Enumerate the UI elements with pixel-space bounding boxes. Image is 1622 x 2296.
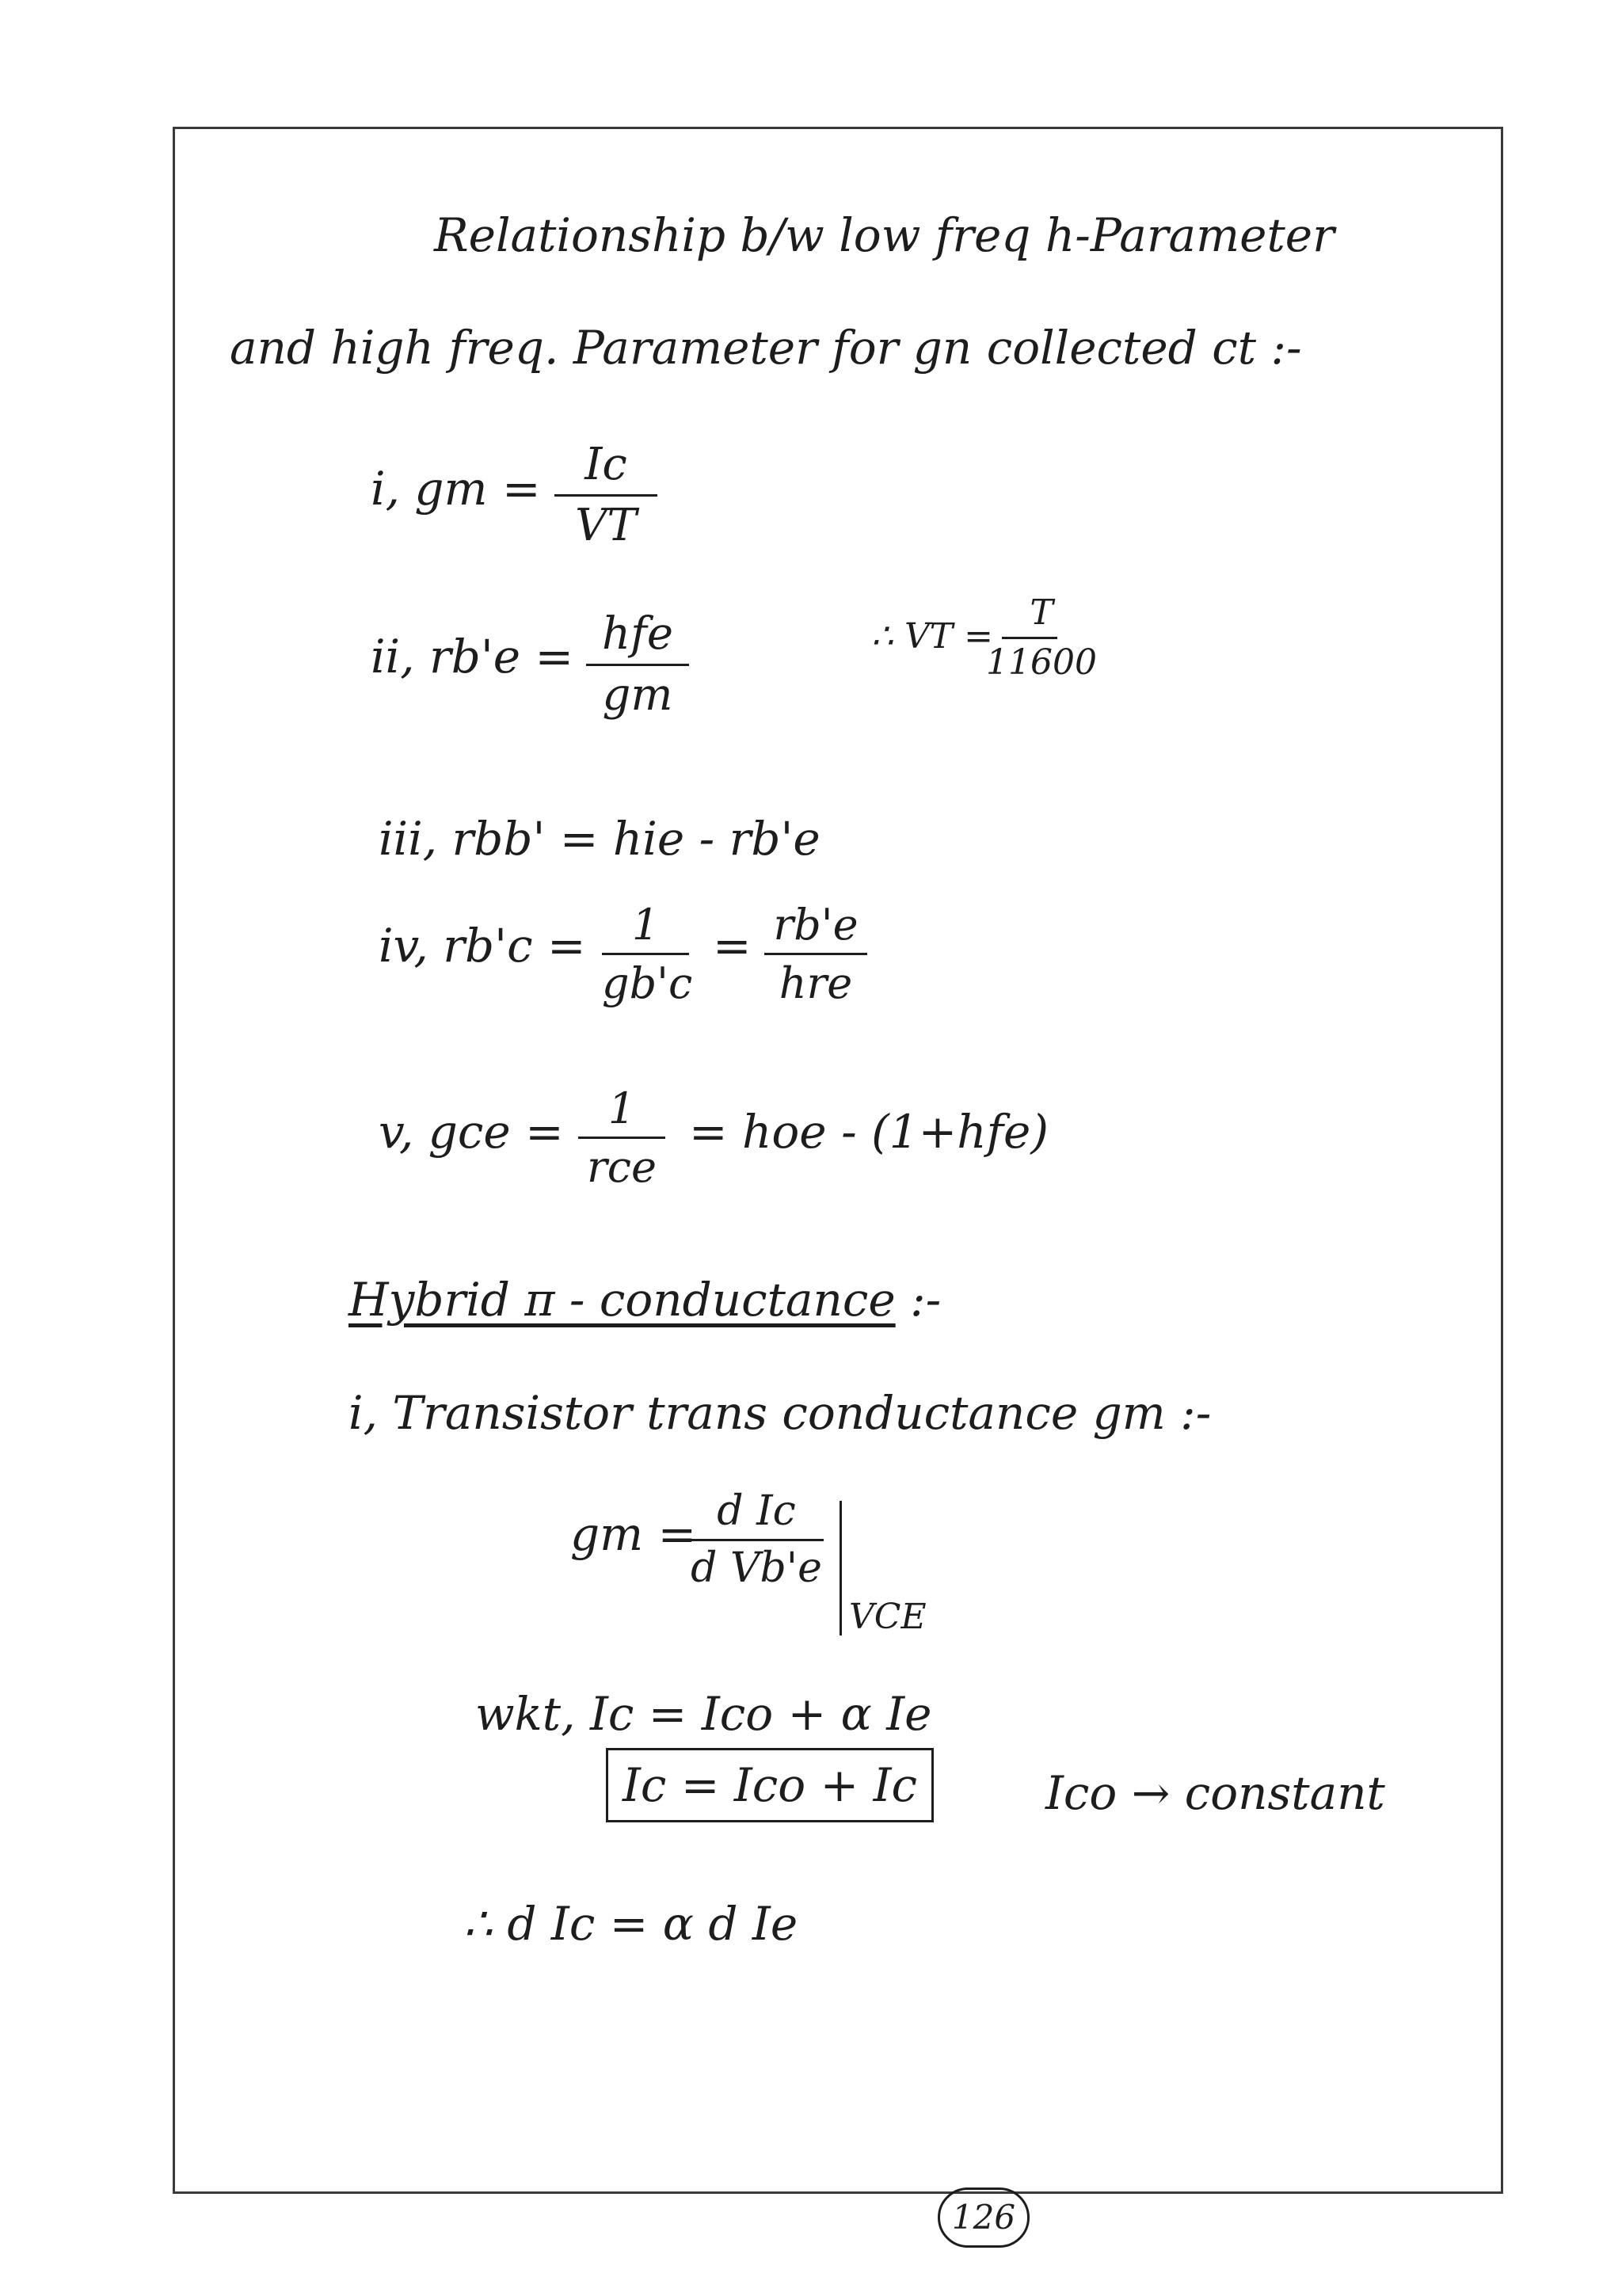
gm-derivative-denominator: d Vb'e xyxy=(691,1544,822,1593)
evaluation-bar xyxy=(840,1501,842,1635)
relation-ii-prefix: ii, rb'e = xyxy=(371,630,574,683)
fraction-bar xyxy=(586,664,689,666)
section-title xyxy=(348,1273,942,1327)
fraction-bar xyxy=(602,953,689,955)
relation-iv-denominator-1: gb'c xyxy=(602,958,693,1009)
relation-iii: iii, rbb' = hie - rb'e xyxy=(379,812,821,866)
section-title-text: Hybrid π - conductance xyxy=(348,1273,896,1327)
vt-denominator: 11600 xyxy=(986,642,1097,683)
fraction-bar xyxy=(689,1539,824,1541)
therefore-equation: ∴ d Ic = α d Ie xyxy=(463,1897,798,1951)
vt-prefix: ∴ VT = xyxy=(871,616,993,657)
relation-iv-numerator-1: 1 xyxy=(631,900,660,950)
wkt-equation: wkt, Ic = Ico + α Ie xyxy=(475,1687,932,1741)
fraction-bar xyxy=(764,953,867,955)
relation-ii-numerator: hfe xyxy=(602,608,673,660)
vt-fraction xyxy=(986,594,1097,683)
relation-v-numerator: 1 xyxy=(607,1083,636,1133)
page-number: 126 xyxy=(938,2187,1030,2248)
heading-line-2: and high freq. Parameter for gn collected ct :- xyxy=(230,321,1302,375)
boxed-equation-text: Ic = Ico + Ic xyxy=(606,1748,934,1822)
relation-ii-denominator: gm xyxy=(602,668,673,721)
relation-i-numerator: Ic xyxy=(584,439,627,490)
relation-iv-fraction-2 xyxy=(764,901,867,1007)
relation-i-denominator: VT xyxy=(575,499,637,551)
relation-iv-denominator-2: hre xyxy=(779,958,853,1009)
vt-numerator: T xyxy=(1030,592,1053,633)
gm-derivative-prefix: gm = xyxy=(570,1507,697,1561)
relation-iv-prefix: iv, rb'c = xyxy=(379,919,586,973)
relation-i-prefix: i, gm = xyxy=(371,462,541,516)
fraction-bar xyxy=(578,1137,665,1139)
relation-v-fraction xyxy=(578,1085,665,1191)
relation-v-prefix: v, gce = xyxy=(379,1105,564,1159)
relation-i-fraction xyxy=(554,440,657,550)
relation-iv-numerator-2: rb'e xyxy=(773,900,859,950)
relation-v-denominator: rce xyxy=(586,1142,657,1193)
fraction-bar xyxy=(1002,637,1057,639)
relation-iv-fraction-1 xyxy=(602,900,693,1009)
boxed-equation xyxy=(606,1758,934,1812)
gm-derivative-fraction xyxy=(689,1489,824,1591)
ico-note: Ico → constant xyxy=(1045,1766,1385,1820)
fraction-bar xyxy=(554,494,657,497)
relation-ii-fraction xyxy=(586,610,689,719)
relation-iv-equals: = xyxy=(713,919,752,973)
relation-v-suffix: = hoe - (1+hfe) xyxy=(689,1105,1049,1159)
gm-derivative-subscript: VCE xyxy=(849,1597,927,1637)
section-title-suffix: :- xyxy=(910,1273,942,1327)
section-item-1: i, Transistor trans conductance gm :- xyxy=(348,1386,1212,1440)
page-border xyxy=(173,127,1503,2194)
gm-derivative-numerator: d Ic xyxy=(717,1487,796,1535)
heading-line-1: Relationship b/w low freq h-Parameter xyxy=(434,208,1335,262)
